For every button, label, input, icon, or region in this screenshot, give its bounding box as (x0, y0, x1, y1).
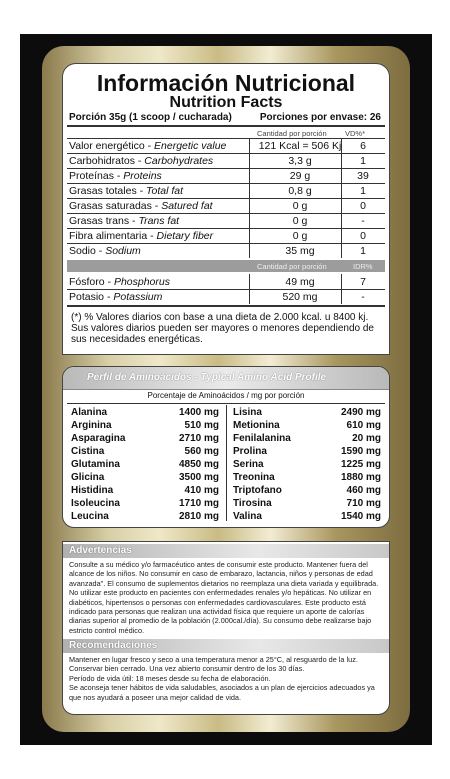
row-divider (67, 213, 385, 214)
footnote: (*) % Valores diarios con base a una dieta de 2.000 kcal. u 8400 kj. Sus valores diarios pueden ser mayores o menores dependiendo de sus necesidades energéticas. (71, 312, 374, 345)
nutrient-amount: 0 g (292, 215, 308, 227)
nutrient-name-es: Carbohidratos - (69, 155, 145, 167)
amino-header: Perfil de Aminoácidos - Typical Amino Acid Profile (87, 372, 327, 383)
nutrient-name-es: Grasas totales - (69, 185, 147, 197)
col-dv-header: VD%* (345, 129, 366, 138)
col-idr-header: IDR% (353, 262, 373, 271)
amino-value: 2810 mg (178, 511, 219, 522)
nutrient-name-en: Proteins (123, 170, 162, 182)
servings-text: Porciones por envase: 26 (259, 112, 381, 123)
recommendation-line: Mantener en lugar fresco y seco a una temperatura menor a 25°C, al resguardo de la luz. (69, 655, 358, 664)
amino-acid-panel (62, 366, 390, 528)
nutrient-name-es: Fósforo - (69, 276, 114, 288)
amino-name: Glutamina (71, 459, 120, 470)
nutrient-amount: 35 mg (285, 245, 315, 257)
nutrient-name-es: Proteínas - (69, 170, 124, 182)
nutrient-dv: 1 (360, 155, 366, 167)
amino-name: Triptofano (233, 485, 282, 496)
amino-value: 610 mg (346, 420, 381, 431)
nutrient-amount: 0 g (292, 200, 308, 212)
nutrient-name-en: Total fat (146, 185, 184, 197)
nutrient-amount: 3,3 g (288, 155, 312, 167)
amino-name: Histidina (71, 485, 114, 496)
column-divider (249, 138, 250, 258)
row-divider (67, 138, 385, 139)
nutrient-name-en: Carbohydrates (144, 155, 214, 167)
nutrient-dv: 6 (360, 140, 366, 152)
nutrient-label (69, 140, 226, 152)
nutrient-dv: - (361, 291, 365, 303)
warnings-title: Advertencias (69, 545, 132, 556)
amino-name: Fenilalanina (233, 433, 291, 444)
amino-subheader: Porcentaje de Aminoácidos / mg por porción (147, 391, 305, 400)
row-divider (67, 243, 385, 244)
amino-row (63, 484, 389, 497)
amino-row (63, 471, 389, 484)
amino-name: Arginina (71, 420, 112, 431)
nutrient-amount: 0 g (292, 230, 308, 242)
nutrient-label (69, 230, 213, 242)
row-divider (67, 198, 385, 199)
amino-name: Metionina (233, 420, 280, 431)
title-en: Nutrition Facts (169, 94, 283, 111)
amino-row (63, 432, 389, 445)
nutrient-name-en: Phosphorus (113, 276, 170, 288)
recommendations-list (69, 655, 381, 702)
row-divider (67, 289, 385, 290)
nutrition-facts-panel (62, 63, 390, 355)
nutrient-label (69, 291, 162, 303)
amino-value: 1225 mg (340, 459, 381, 470)
amino-row (63, 510, 389, 523)
amino-name: Leucina (71, 511, 109, 522)
nutrient-name-en: Trans fat (138, 215, 180, 227)
nutrient-label (69, 200, 213, 212)
warnings-text: Consulte a su médico y/o farmacéutico antes de consumir este producto. Mantener fuera del alcance de los niños. No consumir en caso de embarazo, lactancia, niños y personas de edad avanzada". El consumo de suplementos dietarios no reemplaza una dieta variada y equilibrada. No utilizar este producto en pacientes con enfermedades renales y/o hepáticas. No utilizar en diabéticos, hipertensos o personas con enfermedades cardiovasculares. Este producto está indicado para personas que realizan una actividad física que requiere un aporte de calorías diarias superior al promedio de la población (2.000cal./día). Su consumo debe realizarse bajo estricto control médico. (69, 560, 379, 635)
nutrient-dv: 39 (357, 170, 369, 182)
amino-name: Valina (233, 511, 262, 522)
nutrient-dv: 1 (360, 185, 366, 197)
nutrient-name-es: Grasas saturadas - (69, 200, 162, 212)
row-divider (67, 228, 385, 229)
nutrient-dv: 0 (360, 230, 366, 242)
divider (67, 403, 385, 404)
title-es: Información Nutricional (96, 70, 356, 96)
nutrient-label (69, 276, 170, 288)
nutrient-name-en: Sodium (105, 245, 141, 257)
amino-value: 2710 mg (178, 433, 219, 444)
nutrient-name-en: Satured fat (161, 200, 213, 212)
recommendation-line: Período de vida útil: 18 meses desde su fecha de elaboración. (69, 673, 271, 683)
amino-row (63, 406, 389, 419)
warnings-header-bar (63, 544, 389, 558)
amino-header-bar (63, 367, 389, 390)
nutrient-dv: 7 (360, 276, 366, 288)
amino-value: 1590 mg (340, 446, 381, 457)
amino-value: 1540 mg (340, 511, 381, 522)
nutrient-name-es: Potasio - (69, 291, 114, 303)
amino-value: 2490 mg (340, 407, 381, 418)
nutrient-name-es: Sodio - (69, 245, 106, 257)
warnings-panel (62, 541, 390, 715)
amino-value: 710 mg (346, 498, 381, 509)
portion-text: Porción 35g (1 scoop / cucharada) (69, 112, 232, 123)
amino-value: 510 mg (184, 420, 219, 431)
amino-row (63, 445, 389, 458)
amino-name: Lisina (233, 407, 262, 418)
amino-name: Alanina (71, 407, 108, 418)
row-divider (67, 153, 385, 154)
amino-value: 410 mg (184, 485, 219, 496)
amino-value: 4850 mg (178, 459, 219, 470)
amino-name: Isoleucina (71, 498, 120, 509)
nutrient-label (69, 185, 183, 197)
nutrient-label (69, 155, 213, 167)
nutrient-name-es: Valor energético - (69, 140, 155, 152)
amino-value: 1880 mg (340, 472, 381, 483)
recommendation-line: Se aconseja tener hábitos de vida saludables, asociados a un plan de ejercicios adecuados ya que nos ayudará a poseer una mejor calidad de vida. (69, 683, 375, 702)
nutrient-label (69, 245, 141, 257)
divider (67, 125, 385, 127)
row-divider (67, 183, 385, 184)
amino-name: Asparagina (71, 433, 126, 444)
col-amount-header-2: Cantidad por porción (257, 262, 327, 271)
secondary-header-bar (67, 260, 385, 272)
column-divider (341, 138, 342, 258)
nutrient-dv: 1 (360, 245, 366, 257)
divider (67, 305, 385, 307)
column-divider (341, 274, 342, 304)
amino-value: 3500 mg (178, 472, 219, 483)
nutrient-amount: 0,8 g (288, 185, 312, 197)
nutrient-dv: - (361, 215, 365, 227)
amino-row (63, 497, 389, 510)
nutrient-label (69, 215, 179, 227)
amino-name: Cistina (71, 446, 105, 457)
nutrient-name-en: Potassium (113, 291, 163, 303)
amino-row (63, 419, 389, 432)
recommendations-header-bar (63, 639, 389, 653)
nutrient-name-en: Dietary fiber (156, 230, 214, 242)
amino-value: 1710 mg (178, 498, 219, 509)
amino-value: 20 mg (352, 433, 381, 444)
nutrient-amount: 121 Kcal = 506 Kj (258, 140, 342, 152)
nutrient-name-es: Grasas trans - (69, 215, 139, 227)
nutrient-dv: 0 (360, 200, 366, 212)
recommendation-line: Conservar bien cerrado. Una vez abierto consumir dentro de los 30 días. (69, 664, 305, 674)
nutrient-amount: 29 g (289, 170, 311, 182)
amino-row (63, 458, 389, 471)
amino-value: 460 mg (346, 485, 381, 496)
nutrient-name-es: Fibra alimentaria - (69, 230, 157, 242)
amino-name: Tirosina (233, 498, 272, 509)
row-divider (67, 168, 385, 169)
col-amount-header: Cantidad por porción (257, 129, 327, 138)
nutrient-label (69, 170, 162, 182)
nutrient-amount: 49 mg (285, 276, 315, 288)
recommendations-title: Recomendaciones (69, 640, 158, 651)
amino-value: 1400 mg (178, 407, 219, 418)
amino-name: Prolina (233, 446, 267, 457)
amino-value: 560 mg (184, 446, 219, 457)
nutrient-name-en: Energetic value (154, 140, 227, 152)
amino-name: Treonina (233, 472, 275, 483)
amino-name: Glicina (71, 472, 105, 483)
amino-name: Serina (233, 459, 264, 470)
column-divider (249, 274, 250, 304)
nutrient-amount: 520 mg (282, 291, 318, 303)
